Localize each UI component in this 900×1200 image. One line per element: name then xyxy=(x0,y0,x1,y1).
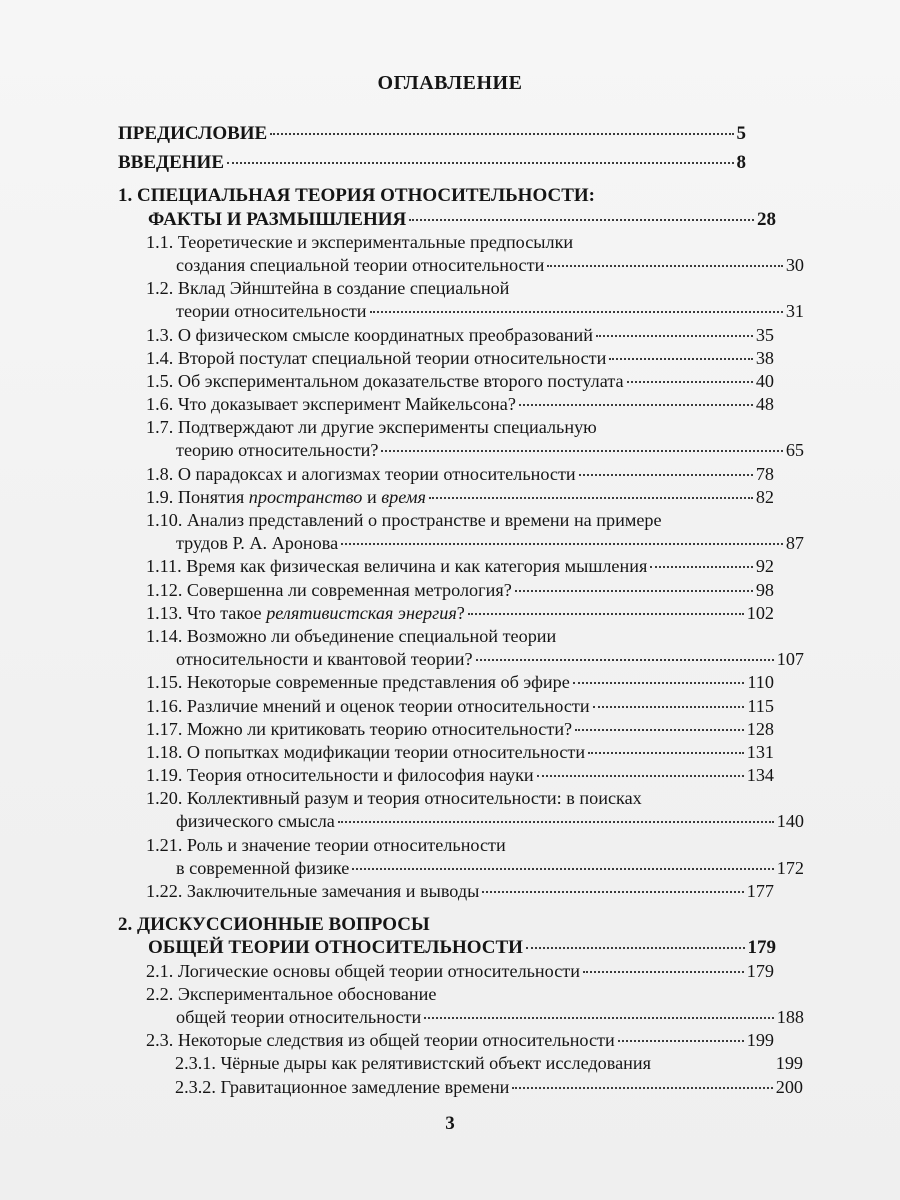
page-title: ОГЛАВЛЕНИЕ xyxy=(377,72,523,94)
toc-entry-1-14[interactable] xyxy=(118,625,804,671)
entry-page: 48 xyxy=(755,394,774,415)
toc-entry-1-11[interactable] xyxy=(118,555,774,578)
entry-text: 1. СПЕЦИАЛЬНАЯ ТЕОРИЯ ОТНОСИТЕЛЬНОСТИ: xyxy=(118,185,595,207)
entry-text: теории относительности xyxy=(176,301,367,322)
toc-entry-1-5[interactable] xyxy=(118,370,774,393)
toc-entry-chapter-2[interactable] xyxy=(118,913,776,959)
entry-page: 131 xyxy=(746,741,774,762)
toc-entry-1-4[interactable] xyxy=(118,347,774,370)
toc-entry-1-9[interactable] xyxy=(118,486,774,509)
entry-page: 40 xyxy=(755,370,774,391)
toc-entry-1-12[interactable] xyxy=(118,579,774,602)
entry-text: физического смысла xyxy=(176,811,335,832)
entry-page: 102 xyxy=(746,602,774,623)
toc-entry-1-8[interactable] xyxy=(118,463,774,486)
entry-page: 35 xyxy=(755,324,774,345)
toc-entry-1-13[interactable] xyxy=(118,602,774,625)
entry-page: 8 xyxy=(736,152,746,174)
toc-entry-1-21[interactable] xyxy=(118,834,804,880)
entry-text: 2. ДИСКУССИОННЫЕ ВОПРОСЫ xyxy=(118,914,430,936)
toc-entry-1-17[interactable] xyxy=(118,718,774,741)
entry-page: 134 xyxy=(746,765,774,786)
entry-text: 1.21. Роль и значение теории относительности xyxy=(146,834,506,855)
entry-text: 1.13. Что такое релятивистская энергия? xyxy=(146,602,465,623)
entry-text: 1.20. Коллективный разум и теория относительности: в поисках xyxy=(146,788,642,809)
entry-page: 199 xyxy=(746,1030,774,1051)
entry-page: 107 xyxy=(776,649,804,670)
entry-text: теорию относительности? xyxy=(176,440,379,461)
entry-text: 1.10. Анализ представлений о пространстве и времени на примере xyxy=(146,510,662,530)
entry-page: 98 xyxy=(755,579,774,600)
entry-text: 2.2. Экспериментальное обоснование xyxy=(146,983,437,1004)
entry-text: 1.14. Возможно ли объединение специальной теории xyxy=(146,625,557,646)
entry-page: 172 xyxy=(776,857,804,878)
entry-page: 38 xyxy=(755,347,774,368)
toc-entry-2-2[interactable] xyxy=(118,983,804,1029)
entry-page: 87 xyxy=(785,533,804,554)
entry-text: 1.22. Заключительные замечания и выводы xyxy=(146,881,480,901)
table-of-contents xyxy=(118,122,804,1099)
entry-page: 179 xyxy=(746,960,774,981)
entry-text: 1.9. Понятия пространство и время xyxy=(146,486,426,507)
toc-entry-1-22[interactable] xyxy=(118,880,774,903)
entry-page: 177 xyxy=(746,881,774,901)
entry-page: 30 xyxy=(785,254,804,275)
entry-text: 1.7. Подтверждают ли другие эксперименты специальную xyxy=(146,417,597,438)
entry-text: ОБЩЕЙ ТЕОРИИ ОТНОСИТЕЛЬНОСТИ xyxy=(148,937,523,959)
entry-text: ВВЕДЕНИЕ xyxy=(118,152,224,174)
entry-page: 28 xyxy=(757,208,776,230)
entry-text: 1.3. О физическом смысле координатных преобразований xyxy=(146,324,593,345)
page-number: 3 xyxy=(445,1113,455,1134)
entry-text: относительности и квантовой теории? xyxy=(176,649,473,670)
emphasis-time: время xyxy=(381,486,426,507)
entry-page: 78 xyxy=(755,463,774,484)
toc-entry-chapter-1[interactable] xyxy=(118,184,776,230)
emphasis-space: пространство xyxy=(248,486,363,507)
entry-text: трудов Р. А. Аронова xyxy=(176,533,339,554)
toc-entry-preface[interactable] xyxy=(118,122,746,145)
entry-page: 5 xyxy=(736,123,746,144)
entry-text: 2.3.1. Чёрные дыры как релятивистский объект исследования xyxy=(175,1053,652,1074)
entry-text: 2.3.2. Гравитационное замедление времени xyxy=(175,1076,510,1097)
toc-entry-1-1[interactable] xyxy=(118,231,804,277)
entry-page: 115 xyxy=(747,695,774,716)
entry-text: 1.11. Время как физическая величина и как категория мышления xyxy=(146,556,648,577)
entry-page: 82 xyxy=(755,486,774,507)
entry-text: 1.6. Что доказывает эксперимент Майкельсона? xyxy=(146,394,516,415)
entry-page: 128 xyxy=(746,718,774,739)
toc-entry-2-1[interactable] xyxy=(118,960,774,983)
toc-entry-1-7[interactable] xyxy=(118,416,804,462)
entry-text: 1.12. Совершенна ли современная метрология? xyxy=(146,579,512,600)
entry-text: ФАКТЫ И РАЗМЫШЛЕНИЯ xyxy=(148,208,407,230)
entry-text: 1.4. Второй постулат специальной теории относительности xyxy=(146,347,607,368)
toc-entry-1-16[interactable] xyxy=(118,695,774,718)
emphasis-relativistic-energy: релятивистская энергия xyxy=(266,602,457,623)
toc-entry-1-2[interactable] xyxy=(118,277,804,323)
entry-text: ПРЕДИСЛОВИЕ xyxy=(118,123,268,144)
toc-entry-1-3[interactable] xyxy=(118,324,774,347)
entry-page: 200 xyxy=(775,1076,803,1097)
entry-text: 1.17. Можно ли критиковать теорию относительности? xyxy=(146,718,573,739)
entry-text: 1.5. Об экспериментальном доказательстве второго постулата xyxy=(146,370,624,391)
entry-page: 199 xyxy=(775,1053,803,1074)
entry-page: 31 xyxy=(785,301,804,322)
entry-text: 2.1. Логические основы общей теории относительности xyxy=(146,960,580,981)
entry-text: 1.15. Некоторые современные представления об эфире xyxy=(146,672,570,693)
entry-text: создания специальной теории относительности xyxy=(176,254,545,275)
toc-entry-1-20[interactable] xyxy=(118,787,804,833)
toc-entry-1-10[interactable] xyxy=(118,509,804,555)
entry-page: 110 xyxy=(747,672,774,693)
entry-text: 1.2. Вклад Эйнштейна в создание специальной xyxy=(146,278,510,299)
toc-entry-1-18[interactable] xyxy=(118,741,774,764)
toc-entry-2-3-1[interactable] xyxy=(118,1052,803,1075)
entry-text: 1.18. О попытках модификации теории относительности xyxy=(146,741,586,762)
toc-entry-2-3[interactable] xyxy=(118,1029,774,1052)
entry-page: 92 xyxy=(755,556,774,577)
entry-text: 1.1. Теоретические и экспериментальные предпосылки xyxy=(146,231,574,252)
entry-page: 65 xyxy=(785,440,804,461)
toc-entry-introduction[interactable] xyxy=(118,151,746,174)
toc-entry-1-19[interactable] xyxy=(118,764,774,787)
entry-text: 2.3. Некоторые следствия из общей теории относительности xyxy=(146,1030,615,1051)
toc-entry-2-3-2[interactable] xyxy=(118,1076,803,1099)
entry-text: в современной физике xyxy=(176,857,350,878)
entry-page: 140 xyxy=(776,811,804,832)
toc-entry-1-6[interactable] xyxy=(118,393,774,416)
entry-text: 1.19. Теория относительности и философия науки xyxy=(146,765,534,786)
entry-text: 1.16. Различие мнений и оценок теории относительности xyxy=(146,695,590,716)
toc-entry-1-15[interactable] xyxy=(118,671,774,694)
entry-text: 1.8. О парадоксах и алогизмах теории относительности xyxy=(146,463,576,484)
entry-page: 179 xyxy=(747,937,776,959)
entry-page: 188 xyxy=(776,1006,804,1027)
entry-text: общей теории относительности xyxy=(176,1006,422,1027)
